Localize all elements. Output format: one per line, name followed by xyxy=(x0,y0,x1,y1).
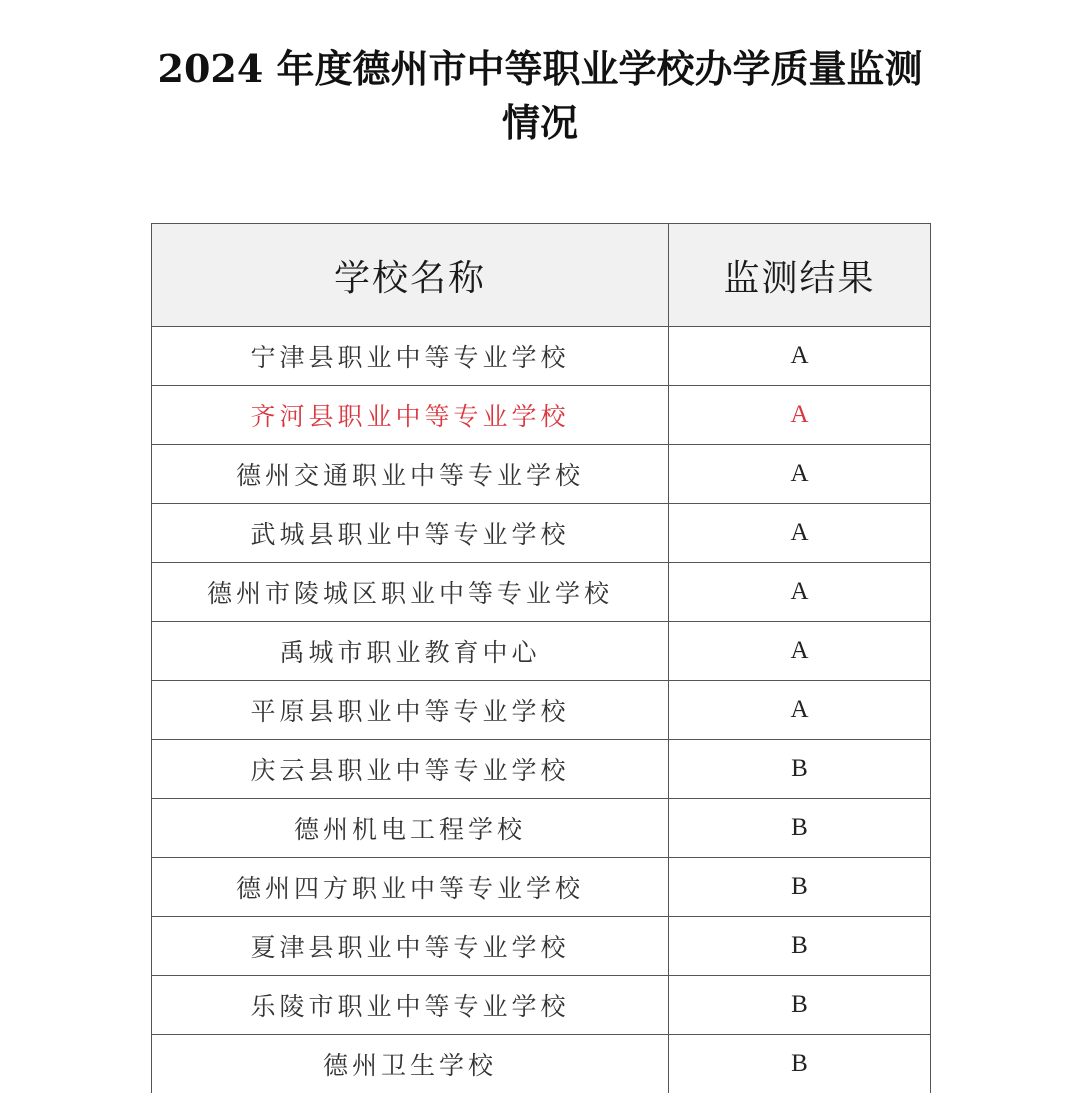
result-cell: A xyxy=(669,327,931,386)
table-row xyxy=(152,504,931,563)
school-name-cell: 德州四方职业中等专业学校 xyxy=(152,858,669,917)
table-row xyxy=(152,740,931,799)
school-name-cell: 禹城市职业教育中心 xyxy=(152,622,669,681)
table-row xyxy=(152,858,931,917)
results-table xyxy=(151,223,931,1093)
document-title-line-2: 情况 xyxy=(501,100,578,145)
result-cell: B xyxy=(669,917,931,976)
table-row xyxy=(152,327,931,386)
table-row xyxy=(152,799,931,858)
table-row xyxy=(152,1035,931,1094)
school-name-cell: 武城县职业中等专业学校 xyxy=(152,504,669,563)
document-title-line-1: 2024 年度德州市中等职业学校办学质量监测 xyxy=(157,46,923,91)
result-cell: B xyxy=(669,740,931,799)
table-row xyxy=(152,681,931,740)
result-cell: B xyxy=(669,976,931,1035)
header-school-name: 学校名称 xyxy=(152,224,669,327)
table-row xyxy=(152,917,931,976)
school-name-cell: 德州交通职业中等专业学校 xyxy=(152,445,669,504)
table-row xyxy=(152,563,931,622)
school-name-cell: 德州机电工程学校 xyxy=(152,799,669,858)
table-row xyxy=(152,445,931,504)
school-name-cell: 德州市陵城区职业中等专业学校 xyxy=(152,563,669,622)
result-cell: B xyxy=(669,1035,931,1094)
document-title xyxy=(0,42,1080,150)
result-cell: A xyxy=(669,563,931,622)
school-name-cell: 庆云县职业中等专业学校 xyxy=(152,740,669,799)
result-cell: A xyxy=(669,622,931,681)
table-row xyxy=(152,622,931,681)
result-cell: A xyxy=(669,681,931,740)
table-row-highlighted xyxy=(152,386,931,445)
school-name-cell: 德州卫生学校 xyxy=(152,1035,669,1094)
result-cell: B xyxy=(669,858,931,917)
school-name-cell: 齐河县职业中等专业学校 xyxy=(152,386,669,445)
table-header-row xyxy=(152,224,931,327)
school-name-cell: 宁津县职业中等专业学校 xyxy=(152,327,669,386)
table-row xyxy=(152,976,931,1035)
result-cell: B xyxy=(669,799,931,858)
result-cell: A xyxy=(669,445,931,504)
school-name-cell: 平原县职业中等专业学校 xyxy=(152,681,669,740)
school-name-cell: 夏津县职业中等专业学校 xyxy=(152,917,669,976)
header-result: 监测结果 xyxy=(669,224,931,327)
school-name-cell: 乐陵市职业中等专业学校 xyxy=(152,976,669,1035)
result-cell: A xyxy=(669,386,931,445)
result-cell: A xyxy=(669,504,931,563)
